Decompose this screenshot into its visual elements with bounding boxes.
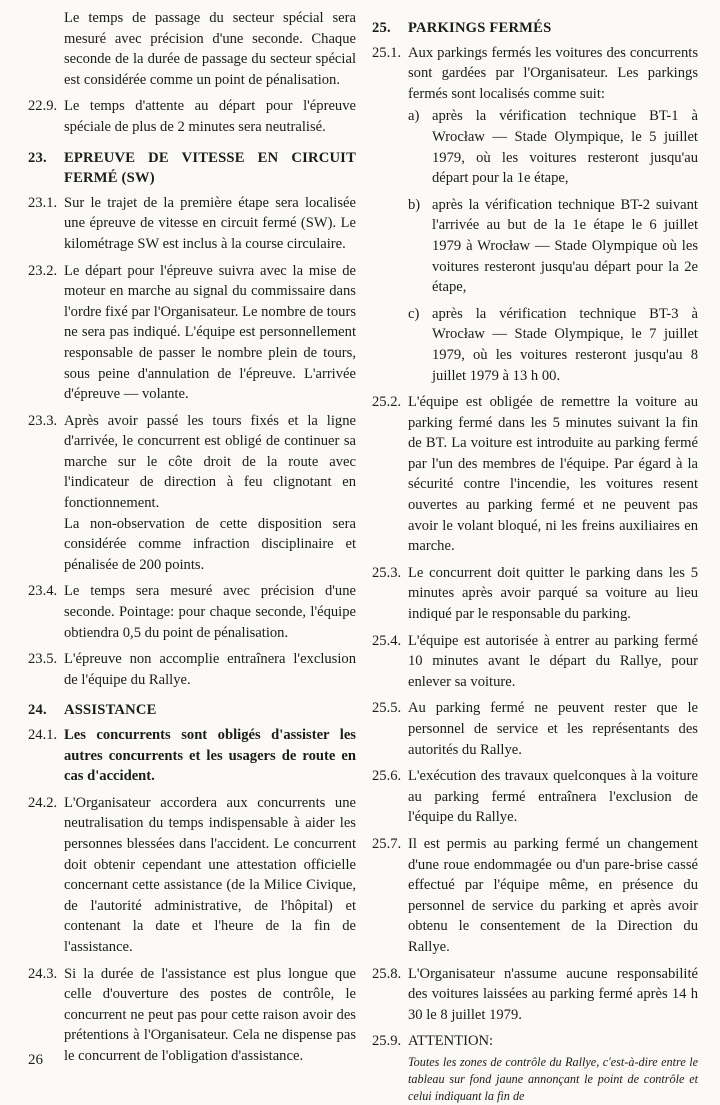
paragraph-text: Le temps sera mesuré avec précision d'une seconde. Pointage: pour chaque seconde, l'équipe obtiendra 0,5 du point de pénalisation. [64, 583, 356, 641]
paragraph-text: L'Organisateur accordera aux concurrents une neutralisation du temps indispensable à aider les personnes blessées dans l'accident. Le concurrent doit obtenir cependant une attestation officielle concernant cette assistance (de la Milice Civique, de l'autorité administrative, de l'hôpital) et contenant la date et l'heure de la fin de l'assistance. [64, 794, 356, 955]
paragraph-23-2 [28, 261, 356, 405]
paragraph-23-3-continuation: La non-observation de cette disposition sera considérée comme infraction disciplinaire et pénalisée de 200 points. [64, 515, 356, 573]
section-number: 23. [28, 149, 47, 166]
paragraph-text: Au parking fermé ne peuvent rester que le personnel de service et les représentants des autorités du Rallye. [408, 700, 698, 758]
list-item-text: après la vérification technique BT-2 suivant l'arrivée au but de la 1e étape le 6 juillet 1979 à Wrocław — Stade Olympique où les voitures resteront jusqu'au départ pour la 2e étape, [432, 196, 698, 296]
section-heading-24 [28, 700, 356, 721]
paragraph-number: 24.3. [28, 965, 58, 982]
paragraph-text: Les concurrents sont obligés d'assister les autres concurrents et les usagers de route en cas d'accident. [64, 727, 356, 785]
paragraph-25-2 [372, 392, 698, 557]
paragraph-text: Il est permis au parking fermé un changement d'une roue endommagée ou d'un pare-brise cassé effectué par l'équipe même, en présence du personnel de service du parking et après avoir obtenu le consentement de la Direction du Rallye. [408, 835, 698, 955]
paragraph-24-1 [28, 725, 356, 787]
paragraph-number: 23.5. [28, 651, 58, 668]
paragraph-text: Si la durée de l'assistance est plus longue que celle d'ouverture des postes de contrôle, le concurrent ne peut pas pour cette raison avoir des prétentions à l'Organisateur. Cela ne dispense pas le concurrent de l'obligation d'assistance. [64, 965, 356, 1064]
section-number: 25. [372, 20, 391, 36]
paragraph-number: 25.4. [372, 632, 402, 649]
paragraph-23-1 [28, 193, 356, 255]
paragraph-text: Le temps d'attente au départ pour l'épreuve spéciale de plus de 2 minutes sera neutralisé. [64, 98, 356, 135]
list-item-label: a) [408, 108, 420, 125]
list-item-c [408, 304, 698, 386]
paragraph-number: 24.1. [28, 727, 58, 743]
paragraph-number: 24.2. [28, 794, 58, 811]
paragraph-number: 25.8. [372, 965, 402, 982]
paragraph-text: L'exécution des travaux quelconques à la voiture au parking fermé entraînera l'exclusion de l'équipe du Rallye. [408, 768, 698, 826]
attention-note: Toutes les zones de contrôle du Rallye, c'est-à-dire entre le tableau sur fond jaune annonçant le point de contrôle et celui indiquant la fin de [408, 1054, 698, 1103]
paragraph-text: ATTENTION: [408, 1033, 494, 1050]
paragraph-25-5 [372, 698, 698, 760]
paragraph-intro: Le temps de passage du secteur spécial sera mesuré avec précision d'une seconde. Chaque seconde de la durée de passage du secteur spécial est considérée comme un point de pénalisation. [64, 10, 356, 88]
right-column [372, 8, 698, 1105]
list-item-label: c) [408, 305, 420, 322]
paragraph-number: 25.2. [372, 394, 402, 411]
paragraph-number: 23.3. [28, 412, 58, 429]
paragraph-23-3 [28, 411, 356, 514]
paragraph-number: 25.6. [372, 768, 402, 785]
list-item-label: b) [408, 196, 421, 213]
paragraph-24-3 [28, 964, 356, 1067]
list-item-text: après la vérification technique BT-1 à Wrocław — Stade Olympique, le 5 juillet 1979, où les voitures resteront jusqu'au départ pour la 1e étape, [432, 108, 698, 187]
paragraph-24-2 [28, 793, 356, 958]
page-number: 26 [28, 1052, 43, 1068]
paragraph-number: 23.1. [28, 194, 58, 211]
paragraph-text: Sur le trajet de la première étape sera localisée une épreuve de vitesse en circuit fermé (SW). Le kilométrage SW est inclus à la course circulaire. [64, 194, 356, 252]
paragraph-number: 25.3. [372, 564, 402, 581]
section-title: EPREUVE DE VITESSE EN CIRCUIT FERMÉ (SW) [64, 149, 356, 187]
paragraph-number: 25.1. [372, 44, 402, 61]
list-item-text: après la vérification technique BT-3 à Wrocław — Stade Olympique, le 7 juillet 1979, où les voitures resteront jusqu'au 8 juillet 1979 à 13 h 00. [432, 305, 698, 384]
list-item-b [408, 195, 698, 298]
section-number: 24. [28, 702, 47, 719]
paragraph-text: L'épreuve non accomplie entraînera l'exclusion de l'équipe du Rallye. [64, 651, 356, 688]
paragraph-25-8 [372, 964, 698, 1026]
paragraph-25-4 [372, 631, 698, 693]
paragraph-number: 25.7. [372, 835, 402, 852]
paragraph-25-7 [372, 834, 698, 958]
paragraph-number: 23.2. [28, 262, 58, 279]
paragraph-text: L'équipe est obligée de remettre la voiture au parking fermé dans les 5 minutes suivant la fin de BT. La voiture est introduite au parking fermé par l'un des membres de l'équipe. Par égard à la sécurité contre l'incendie, les voitures resent ouvertes au parking fermé et ne peuvent pas avoir le volant bloqué, ni les freins auxiliaires en marche. [408, 394, 698, 555]
paragraph-23-5 [28, 649, 356, 690]
paragraph-23-4 [28, 581, 356, 643]
left-column [28, 8, 356, 1073]
paragraph-text: Le concurrent doit quitter le parking dans les 5 minutes après avoir parqué sa voiture au lieu indiqué par le responsable du parking. [408, 564, 698, 623]
paragraph-number: 23.4. [28, 583, 58, 600]
paragraph-25-1 [372, 43, 698, 105]
paragraph-number: 25.9. [372, 1033, 402, 1050]
paragraph-text: Après avoir passé les tours fixés et la ligne d'arrivée, le concurrent est obligé de continuer sa marche sur le côte droit de la route avec l'indicateur de direction à feu clignotant en fonctionnement. [64, 412, 356, 512]
paragraph-25-6 [372, 766, 698, 828]
section-title: PARKINGS FERMÉS [408, 20, 552, 36]
list-item-a [408, 106, 698, 188]
paragraph-text: Le départ pour l'épreuve suivra avec la mise de moteur en marche au signal du commissaire dans l'ordre fixé par l'Organisateur. Le nombre de tours ne sera pas indiqué. L'équipe est personnellement responsable de passer le nombre plein de tours, sous peine d'annulation de l'épreuve. L'arrivée d'épreuve — volante. [64, 262, 356, 403]
paragraph-25-9 [372, 1031, 698, 1052]
section-heading-23 [28, 148, 356, 189]
paragraph-25-3 [372, 563, 698, 625]
paragraph-number: 25.5. [372, 700, 402, 717]
section-heading-25 [372, 18, 698, 39]
paragraph-text: L'équipe est autorisée à entrer au parking fermé 10 minutes avant le départ du Rallye, pour enlever sa voiture. [408, 632, 698, 690]
paragraph-22-9 [28, 96, 356, 137]
paragraph-text: L'Organisateur n'assume aucune responsabilité des voitures laissées au parking fermé après 14 h 30 le 8 juillet 1979. [408, 965, 698, 1023]
section-title: ASSISTANCE [64, 702, 157, 719]
paragraph-number: 22.9. [28, 98, 58, 115]
paragraph-text: Aux parkings fermés les voitures des concurrents sont gardées par l'Organisateur. Les parkings fermés sont localisés comme suit: [408, 44, 698, 102]
